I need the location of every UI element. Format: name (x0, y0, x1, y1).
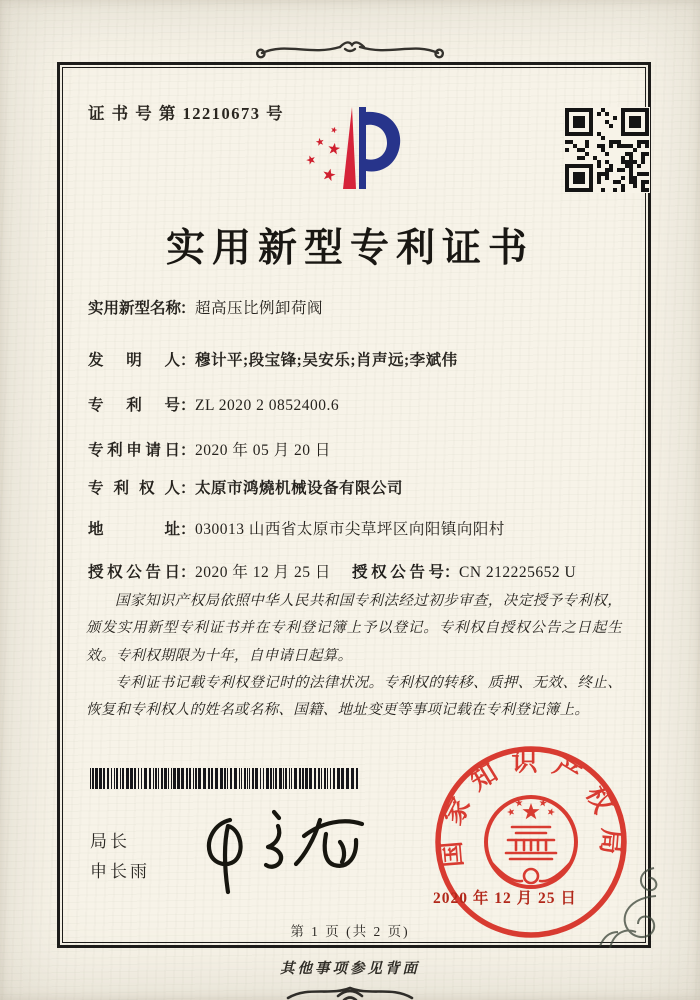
field-row-inventors (88, 348, 628, 370)
top-flourish-ornament (252, 36, 448, 62)
logo-stars (305, 126, 341, 182)
cnipa-patent-logo (292, 100, 408, 202)
commissioner-signature (192, 796, 377, 901)
field-colon: ： (180, 352, 196, 369)
field-value: 超高压比例卸荷阀 (195, 300, 324, 317)
seal-gate-motif (492, 827, 570, 883)
field-value: 太原市鸿燒机械设备有限公司 (195, 480, 404, 497)
certificate-number: 证 书 号 第 12210673 号 (88, 104, 285, 123)
field-value: 2020 年 05 月 20 日 (195, 442, 331, 459)
field-label: 专利申请日 (88, 442, 180, 459)
seal-arc-text: 国家知识产权局 (435, 747, 627, 869)
field-colon: ： (180, 442, 196, 459)
legal-text-block (86, 588, 622, 724)
logo-blue-bar (359, 107, 366, 189)
field-row-grant-publication-number (352, 560, 576, 582)
field-value: 穆计平;段宝锋;吴安乐;肖声远;李斌伟 (195, 352, 458, 369)
field-colon: ： (180, 521, 196, 538)
legal-paragraph-1: 国家知识产权局依照中华人民共和国专利法经过初步审查，决定授予专利权，颁发实用新型专利证书并在专利登记簿上予以登记。专利权自授权公告之日起生效。专利权期限为十年，自申请日起算。 (86, 593, 622, 664)
field-label: 实用新型名称 (88, 300, 182, 317)
back-side-note: 其他事项参见背面 (280, 961, 420, 977)
field-label: 专利号 (88, 397, 180, 414)
field-label: 授权公告号 (352, 564, 444, 581)
logo-red-spike (343, 107, 356, 189)
field-value: ZL 2020 2 0852400.6 (195, 397, 340, 414)
field-value: 030013 山西省太原市尖草坪区向阳镇向阳村 (195, 521, 505, 538)
field-colon: ： (180, 480, 196, 497)
field-label: 授权公告日 (88, 564, 180, 581)
legal-paragraph-2: 专利证书记载专利权登记时的法律状况。专利权的转移、质押、无效、终止、恢复和专利权人的姓名或名称、国籍、地址变更等事项记载在专利登记簿上。 (86, 674, 622, 718)
field-colon: ： (180, 564, 196, 581)
field-value: 2020 年 12 月 25 日 (195, 564, 331, 581)
field-row-patent-number (88, 393, 628, 415)
certificate-title: 实用新型专利证书 (165, 227, 534, 270)
field-row-utility-model-name (88, 296, 628, 318)
field-colon: ： (444, 564, 460, 581)
field-colon: ： (180, 300, 196, 317)
page-number: 第 1 页 (共 2 页) (290, 924, 410, 939)
field-label: 专利权人 (88, 480, 180, 497)
bottom-flourish-ornament (284, 982, 416, 1000)
field-label: 发明人 (88, 352, 180, 369)
field-row-filing-date (88, 438, 628, 460)
barcode (90, 768, 362, 789)
field-value: CN 212225652 U (459, 564, 577, 581)
qr-code (564, 107, 650, 193)
field-colon: ： (180, 397, 196, 414)
field-label: 地址 (88, 521, 180, 538)
field-row-address (88, 517, 628, 539)
officer-name: 申长雨 (90, 862, 150, 881)
seal-date: 2020 年 12 月 25 日 (433, 890, 577, 907)
officer-title: 局长 (90, 832, 130, 851)
field-row-patentee (88, 476, 628, 498)
logo-p-bowl (366, 112, 400, 172)
